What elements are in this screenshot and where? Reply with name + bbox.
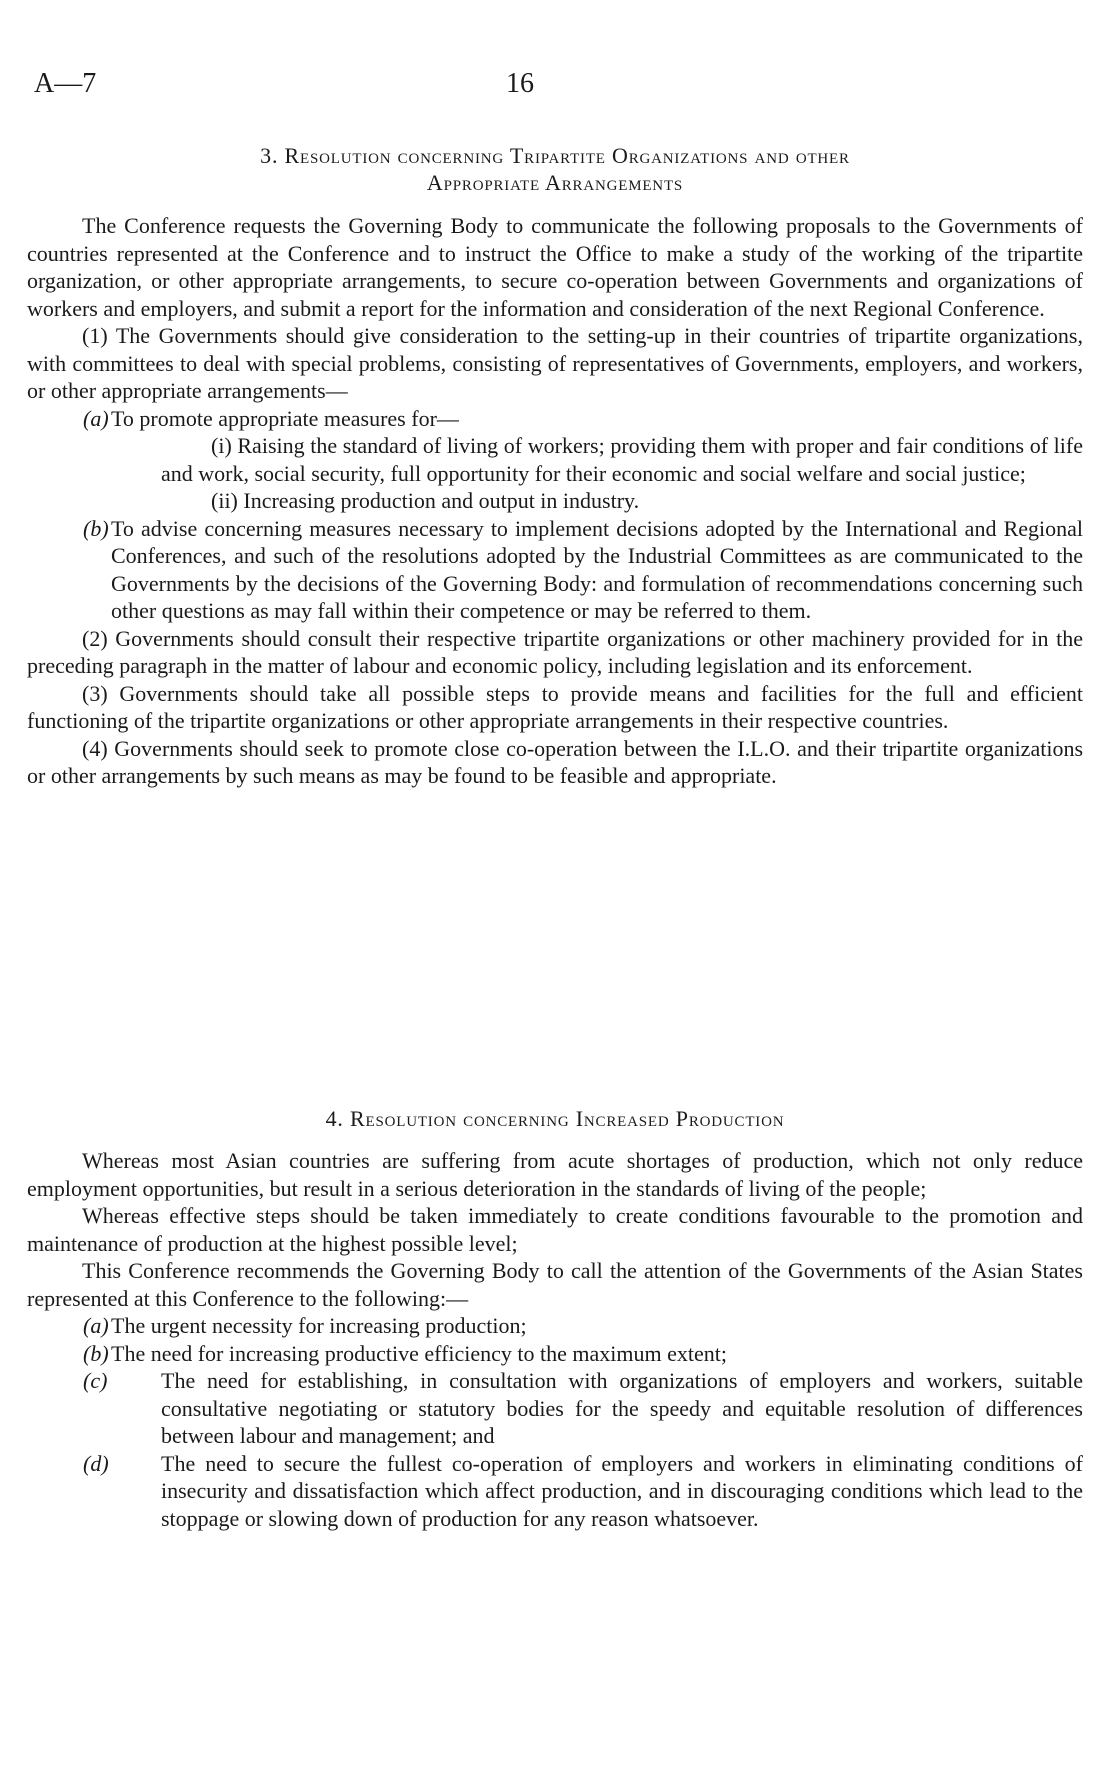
section-3-heading [27, 142, 1083, 196]
section-4-whereas-2: Whereas effective steps should be taken immediately to create conditions favourable to the promotion and maintenance of production at the highest possible level; [27, 1203, 1083, 1256]
item-text: The need for increasing productive efficiency to the maximum extent; [111, 1340, 727, 1366]
item-text: The need to secure the fullest co-operation of employers and workers in eliminating conditions of insecurity and dissatisfaction which affect production, and in discouraging conditions which lead to the stoppage or slowing down of production for any reason whatsoever. [161, 1450, 1083, 1531]
section-3-title-line2: Appropriate Arrangements [426, 170, 684, 195]
section-3-intro: The Conference requests the Governing Body to communicate the following proposals to the Governments of countries represented at the Conference and to instruct the Office to make a study of the working of the tripartite organization, or other appropriate arrangements, to secure co-operation between Governments and organizations of workers and employers, and submit a report for the information and consideration of the next Regional Conference. [27, 213, 1083, 321]
section-3-sub-ii: (ii) Increasing production and output in industry. [211, 488, 640, 513]
section-4-item [27, 1450, 1083, 1533]
section-3-para-3: (3) Governments should take all possible steps to provide means and facilities for the full and efficient functioning of the tripartite organizations or other appropriate arrangements in their respective countries. [27, 680, 1083, 733]
section-3-item-b [27, 515, 1083, 625]
page-number: 16 [506, 68, 534, 99]
item-label: (c) [83, 1368, 108, 1393]
section-3-body [27, 212, 1083, 790]
section-4-body [27, 1147, 1083, 1532]
section-4-recommends: This Conference recommends the Governing Body to call the attention of the Governments of the Asian States represented at this Conference to the following:— [27, 1258, 1083, 1311]
section-4-whereas-1: Whereas most Asian countries are suffering from acute shortages of production, which not only reduce employment opportunities, but result in a serious deterioration in the standards of living of the people; [27, 1148, 1083, 1201]
section-4-item [27, 1367, 1083, 1450]
item-label: (b) [83, 1340, 109, 1366]
section-4-item [27, 1340, 1083, 1368]
section-3-para-4: (4) Governments should seek to promote close co-operation between the I.L.O. and their tripartite organizations or other arrangements by such means as may be found to be feasible and appropriate. [27, 735, 1083, 788]
item-text: To promote appropriate measures for— [111, 405, 459, 431]
item-text: To advise concerning measures necessary to implement decisions adopted by the International and Regional Conferences, and such of the resolutions adopted by the Industrial Committees as are communicated to the Governments by the decisions of the Governing Body: and formulation of recommendations concerning such other questions as may fall within their competence or may be referred to them. [111, 515, 1083, 623]
item-label: (d) [83, 1450, 109, 1476]
item-text: The urgent necessity for increasing production; [111, 1313, 527, 1338]
item-label: (b) [83, 515, 109, 541]
section-4-heading: 4. Resolution concerning Increased Production [325, 1106, 785, 1131]
item-text: The need for establishing, in consultation with organizations of employers and workers, suitable consultative negotiating or statutory bodies for the speedy and equitable resolution of differences between labour and management; and [161, 1368, 1083, 1448]
section-3-item-a [27, 405, 1083, 433]
item-label: (a) [83, 1313, 109, 1338]
section-4-item [27, 1312, 1083, 1340]
section-3-para-1: (1) The Governments should give consideration to the setting-up in their countries of tripartite organizations, with committees to deal with special problems, consisting of representatives of Governments, employers, and workers, or other appropriate arrangements— [27, 323, 1083, 403]
section-3-title-line1: 3. Resolution concerning Tripartite Organizations and other [260, 143, 850, 168]
section-3-sub-i: (i) Raising the standard of living of workers; providing them with proper and fair conditions of life and work, social security, full opportunity for their economic and social welfare and social justice; [161, 433, 1083, 486]
item-label: (a) [83, 405, 109, 431]
section-3-para-2: (2) Governments should consult their respective tripartite organizations or other machinery provided for in the preceding paragraph in the matter of labour and economic policy, including legislation and its enforcement. [27, 625, 1083, 678]
page-ref: A—7 [34, 68, 97, 99]
